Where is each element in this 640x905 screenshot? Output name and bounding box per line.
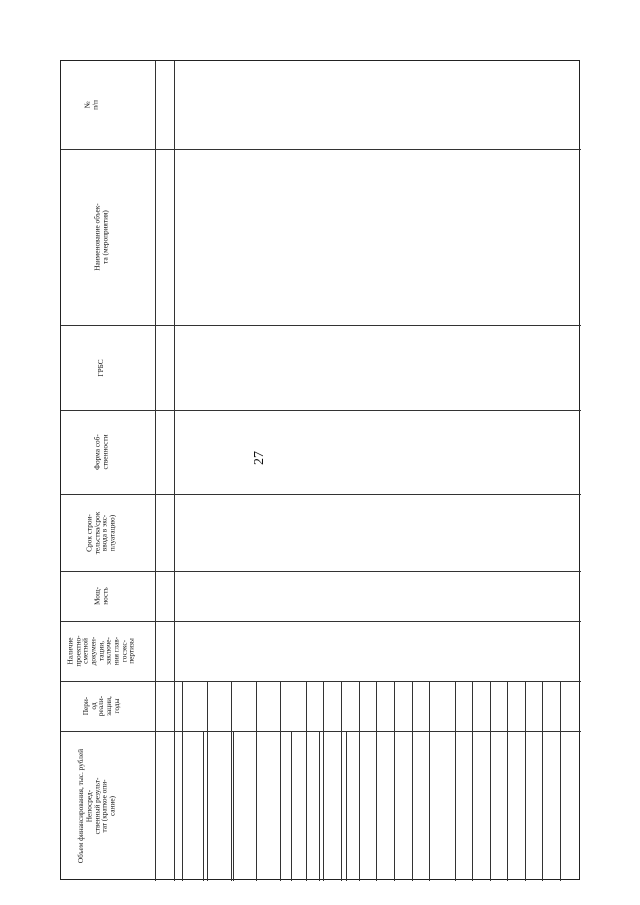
- grid-line: [174, 61, 175, 881]
- grid-line: [323, 681, 324, 881]
- header-ownership: Форма соб- ственности: [92, 434, 109, 470]
- header-capacity: Мощ- ность: [92, 586, 109, 606]
- grid-line: [61, 621, 581, 622]
- grid-line: [155, 731, 156, 881]
- grid-line: [61, 681, 581, 682]
- grid-line: [455, 681, 456, 881]
- header-design: Наличие проектно- сметной докумен- тации, заключе- ния глав- госэкс- пертизы: [65, 635, 136, 667]
- grid-line: [394, 681, 395, 881]
- header-funding: Объем финансирования, тыс. рублей: [76, 748, 86, 864]
- header-name: Наименование объек- та (мероприятия): [92, 203, 109, 271]
- grid-line: [233, 731, 234, 881]
- grid-line: [61, 571, 581, 572]
- grid-line: [291, 731, 292, 881]
- grid-line: [61, 325, 581, 326]
- financing-table: [60, 60, 580, 880]
- grid-line: [346, 731, 347, 881]
- grid-line: [61, 494, 581, 495]
- header-result: Непосред- ственный результ- тат (краткое опи- сание): [84, 777, 117, 835]
- header-grbs: ГРБС: [96, 358, 106, 377]
- grid-line: [231, 681, 232, 881]
- grid-line: [319, 731, 320, 881]
- grid-line: [472, 681, 473, 881]
- grid-line: [203, 731, 204, 881]
- grid-line: [525, 681, 526, 881]
- grid-line: [412, 681, 413, 881]
- grid-line: [560, 681, 561, 881]
- grid-line: [280, 681, 281, 881]
- grid-line: [542, 681, 543, 881]
- grid-line: [490, 681, 491, 881]
- grid-line: [61, 410, 581, 411]
- header-years: Пери- од реали- зации, годы: [80, 695, 121, 717]
- header-no: № п/п: [81, 100, 99, 110]
- grid-line: [61, 149, 581, 150]
- grid-line: [359, 681, 360, 881]
- grid-line: [182, 681, 183, 881]
- grid-line: [376, 681, 377, 881]
- grid-line: [341, 681, 342, 881]
- grid-line: [256, 681, 257, 881]
- grid-line: [306, 681, 307, 881]
- grid-line: [61, 731, 581, 732]
- page-number: 27: [252, 451, 267, 465]
- header-period: Срок строи- тельства/срок ввода в экс- плуатацию): [84, 511, 117, 554]
- grid-line: [207, 681, 208, 881]
- grid-line: [429, 681, 430, 881]
- grid-line: [507, 681, 508, 881]
